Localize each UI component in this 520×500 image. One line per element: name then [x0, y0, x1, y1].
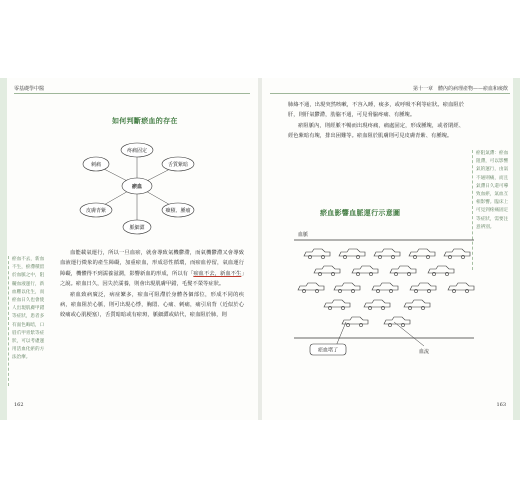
node-label: 疼痛固定 — [126, 148, 148, 154]
clot-shape — [298, 283, 324, 290]
pointer-line — [394, 322, 424, 346]
right-section-title: 瘀血影響血脈運行示意圖 — [320, 208, 401, 217]
clot-shape — [324, 300, 350, 307]
left-running-header: 零基礎學中醫 — [14, 86, 45, 92]
left-page-number: 162 — [14, 402, 24, 408]
clot-shape — [314, 266, 340, 273]
flow-label: 血流 — [418, 349, 430, 355]
clot-shape — [372, 283, 398, 290]
center-node-label: 瘀血 — [131, 184, 143, 190]
node-label: 皮膚青紫 — [85, 208, 107, 214]
left-margin-bar — [0, 78, 7, 420]
clot-shape — [352, 266, 378, 273]
blood-flow-diagram — [284, 226, 484, 366]
paragraph: 血能載氣運行，所以一旦血瘀，就會導致氣機鬱滯，而氣機鬱滯又會導致血液運行徵象的產生障礙，加重瘀血，形成惡性循環，而瘀血停留，氣血運行障礙，機體得不到濡養滋潤，影響新血的形成，所以有「瘀血不去，新血不生」之說。瘀血日久，因失於濡養，則會出現肌膚甲錯，毛髮不榮等症狀。 — [60, 250, 244, 288]
clot-shape — [428, 266, 454, 273]
left-page — [0, 78, 258, 420]
clot-shape — [334, 283, 360, 290]
clot-shape — [404, 300, 430, 307]
node-label: 舌質紫暗 — [167, 162, 189, 168]
paragraph: 瘀阻脈內，則經脈不暢而出現疼痛，痛處固定，形成腫塊，或者閉經、經色紫暗有塊，排出困難等。瘀血阻於肌膚則可見皮膚青紫、有腫塊。 — [288, 122, 464, 140]
left-header-rule — [14, 93, 250, 94]
book-spread — [0, 78, 520, 420]
highlighted-phrase: 瘀血不去，新血不生 — [193, 270, 242, 277]
blocked-label: 瘀血堵了 — [317, 347, 339, 354]
clot-shape — [390, 266, 416, 273]
clot-shape — [304, 249, 330, 256]
clot-shape — [374, 249, 400, 256]
right-body-text — [288, 100, 464, 142]
diagnosis-diagram — [72, 134, 202, 239]
right-margin-bar — [513, 78, 520, 420]
clot-shape — [448, 283, 474, 290]
clot-shape — [342, 317, 368, 324]
right-margin-note: 瘀阻氣滯：瘀血阻滯，可以影響氣的運行，由氣不通則痛，而且氣滯日久還可導致血瘀，氣血互相影響。臨床上可見到疼痛固定等症狀，需要注意辨別。 — [472, 150, 510, 270]
right-page — [262, 78, 520, 420]
clot-shape — [409, 249, 435, 256]
pointer-line — [336, 322, 346, 346]
clot-shape — [410, 283, 436, 290]
clot-shape — [444, 249, 470, 256]
node-label: 刺痛 — [90, 162, 102, 168]
vessel-label: 血脈 — [298, 232, 309, 238]
clot-shape — [364, 300, 390, 307]
left-section-title: 如何判斷瘀血的存在 — [112, 116, 178, 125]
right-header-rule — [270, 93, 510, 94]
clot-shape — [384, 317, 410, 324]
clot-shape — [339, 249, 365, 256]
left-body-text — [60, 248, 244, 321]
node-label: 脈細澀 — [129, 225, 145, 231]
right-page-number: 163 — [496, 402, 506, 408]
node-label: 癥積、腫瘤 — [165, 208, 191, 214]
right-running-header: 第十一章 體內的病理產物——瘀血和痰飲 — [412, 86, 508, 92]
left-margin-note: 瘀血不去，新血不生，瘀滯積留於血脈之中，阻礙血液運行，新血難以化生，而瘀血日久也會使人出現肌膚甲錯等症狀，患者多有面色晦暗，口唇爪甲青紫等症狀，可以考慮運用活血化瘀的方法治療。 — [8, 256, 46, 386]
paragraph: 肺絡不通，出現突然咳嗽，不容入睡，痰多，或呼吸不利等症狀。瘀血阻於肝，則肝氣鬱滯，肋脇不通，可見脅脇疼痛、有腫塊。 — [288, 102, 464, 119]
paragraph: 瘀血致病廣泛，病症繁多，瘀血可阻滯於身體各個部位，形成不同的疾病，瘀血阻於心脈，則可出現心悸，胸悶、心痛、刺痛，痛引肩背（近似於心絞痛或心肌梗塞），舌質暗暗或有瘀斑，脈細澀或結代，瘀血阻於肺，則 — [60, 291, 244, 319]
